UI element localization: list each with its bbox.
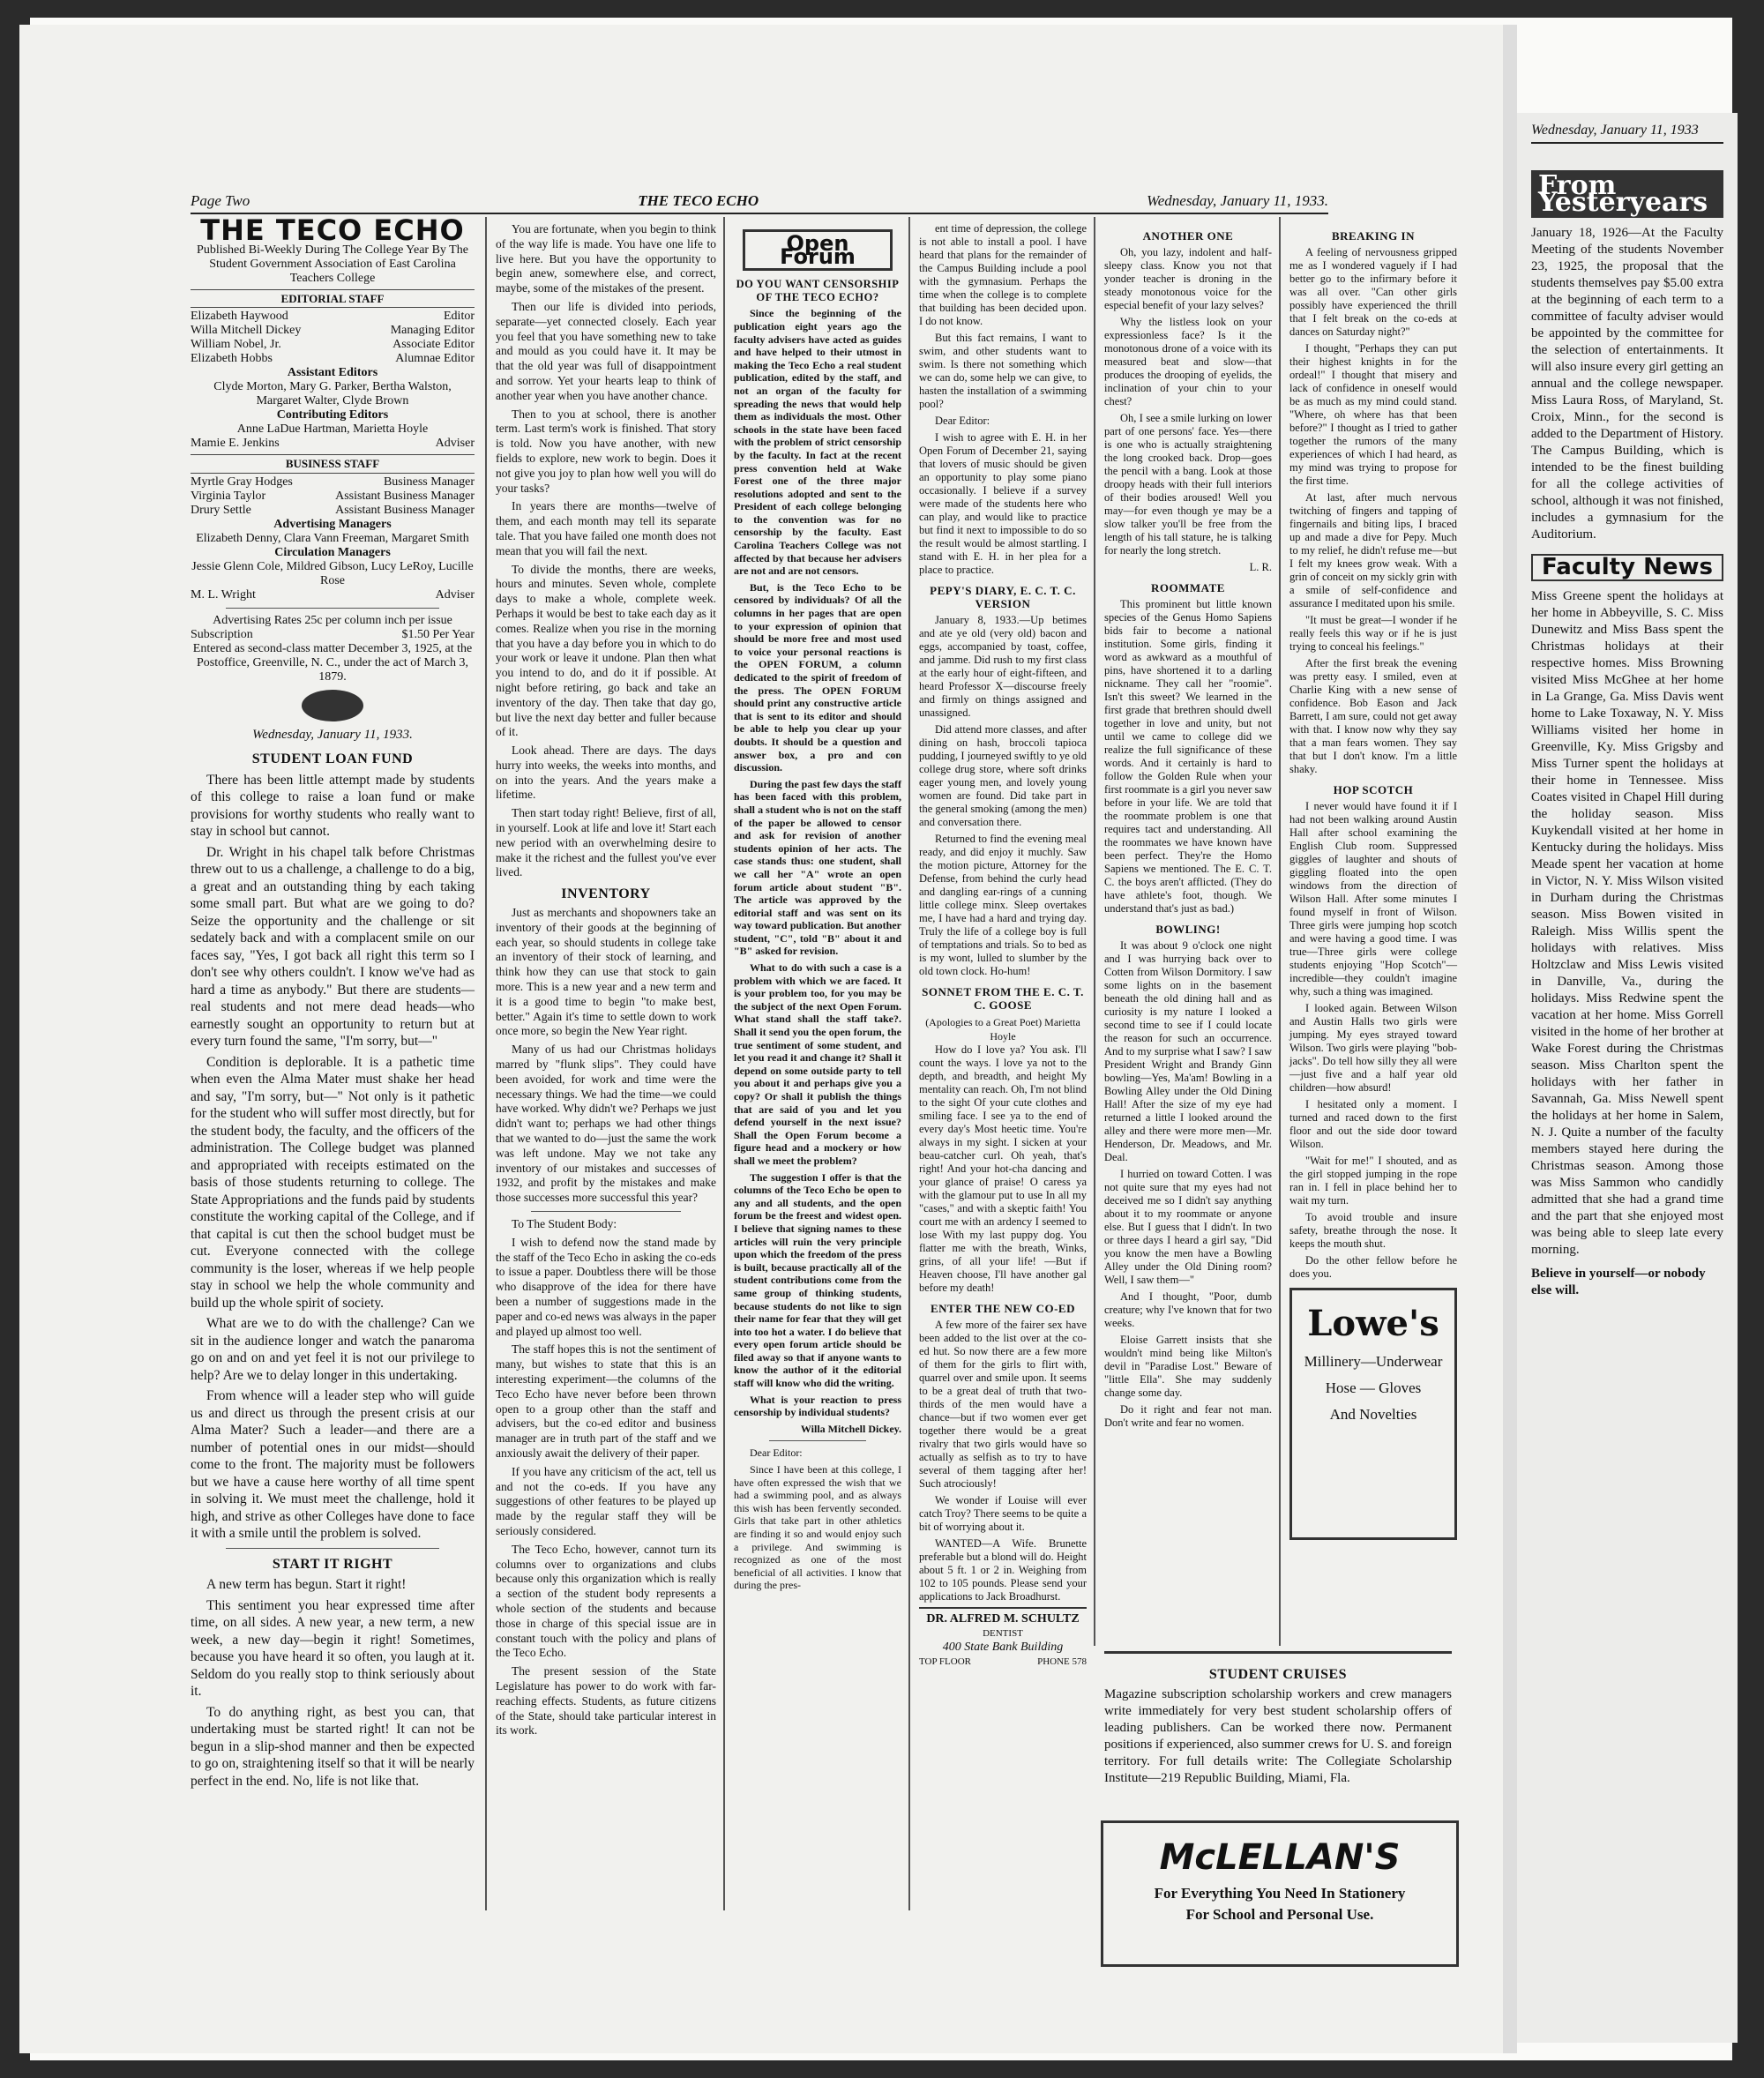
paragraph: There has been little attempt made by students of this college to raise a loan fund or make provisions for worthy students who really want to stay in school but cannot. bbox=[191, 772, 475, 839]
believe-text: Believe in yourself—or nobody else will. bbox=[1531, 1267, 1706, 1297]
salutation: Dear Editor: bbox=[750, 1446, 803, 1460]
censorship-heading: DO YOU WANT CENSORSHIP OF THE TECO ECHO? bbox=[736, 278, 900, 303]
staff-row: Drury Settle Assistant Business Manager bbox=[191, 503, 475, 517]
breaking-in-heading: BREAKING IN bbox=[1332, 229, 1415, 243]
paragraph: The staff hopes this is not the sentiment of many, but wishes to state that this is an interesting experiment—the columns of the Teco Echo have never before been thrown open to a group other than the staff and advisers, but the co-ed editor and business manager are in truth part of the staff and we anxiously await the delivery of their paper. bbox=[496, 1342, 716, 1460]
staff-row: Myrtle Gray Hodges Business Manager bbox=[191, 475, 475, 489]
column-rule bbox=[723, 217, 725, 1910]
header-date: Wednesday, January 11, 1933. bbox=[1147, 192, 1328, 209]
paragraph: We wonder if Louise will ever catch Troy? There seems to be quite a bit of worrying about it. bbox=[919, 1494, 1087, 1533]
paragraph: Do it right and fear not man. Don't write and fear no women. bbox=[1104, 1403, 1272, 1429]
paragraph: A feeling of nervousness gripped me as I wondered vaguely if I had better go to the infirmary before it was all over. "Can other girls possibly have experienced the thrill that I felt break on the co-eds at dances on Saturday night?" bbox=[1289, 246, 1457, 338]
paragraph: Then to you at school, there is another term. Last term's work is finished. That story is told. Now you have another, with new fields to explore, new work to begin. Does it not give you joy to plan how well you will do your tasks? bbox=[496, 407, 716, 495]
subscription-row: Subscription $1.50 Per Year bbox=[191, 627, 475, 641]
paragraph: This sentiment you hear expressed time after time, on all sides. A new year, a new term, a new week, a new day—begin it right! Sometimes, because you have heard it so often, you laugh at it. Seldom do you really stop to think seriously about it. bbox=[191, 1597, 475, 1699]
pepys-diary-heading: PEPY'S DIARY, E. C. T. C. VERSION bbox=[930, 584, 1076, 610]
paragraph: Just as merchants and shopowners take an inventory of their goods at the beginning of each year, so should students in college take an inventory of their stock of learning, and think how they can use that stock to gain more. This is a new year and a new term and it is a good time to begin "to make best, better." Again it's time to settle down to work once more, so begin the New Year right. bbox=[496, 906, 716, 1038]
yesteryears-heading: From Yesteryears bbox=[1531, 170, 1723, 218]
paragraph: The Teco Echo, however, cannot turn its columns over to organizations and clubs because only this organization which is really a section of the student body represents a whole section of the students and because those in charge of this special issue are in constant touch with the policy and plans of the Teco Echo. bbox=[496, 1542, 716, 1660]
paragraph: But this fact remains, I want to swim, and other students want to swim. Is there not something which we can do, some help we can give, to hasten the installation of a swimming pool? bbox=[919, 332, 1087, 410]
another-one-heading: ANOTHER ONE bbox=[1142, 229, 1234, 243]
student-cruises-ad bbox=[1104, 1651, 1452, 1787]
column-5 bbox=[1104, 222, 1272, 1433]
signature: L. R. bbox=[1249, 561, 1272, 573]
column-2 bbox=[496, 222, 716, 1742]
paragraph: ent time of depression, the college is not able to install a pool. I have heard that plans for the remainder of the Campus Building include a pool with the gymnasium. Perhaps the time when the college is to complete that building has been decided upon. I do not know. bbox=[919, 222, 1087, 327]
salutation: Dear Editor: bbox=[935, 415, 990, 427]
paragraph: At last, after much nervous twitching of fingers and tapping of fingernails and biting lips, I braced up and made a dive for Pepy. Much to my relief, he didn't refuse me—but I felt my knees grow weak. With a grin of conceit on my sickly grin with a smile of self-confidence and assurance I meditated upon his smile. bbox=[1289, 491, 1457, 609]
paragraph: Eloise Garrett insists that she wouldn't mind being like Milton's devil in "Paradise Lost." Beware of "little Ella". She may suddenly change some day. bbox=[1104, 1334, 1272, 1399]
sonnet-apology: (Apologies to a Great Poet) Marietta Hoyle bbox=[925, 1016, 1080, 1043]
paragraph: But, is the Teco Echo to be censored by individuals? Of all the columns in her pages that are open to your expression of opinion that should be more free and most used to voice your personal reactions is the OPEN FORUM, a column dedicated to the spirit of freedom of the press. The OPEN FORUM should print any constructive article that is sent to its editor and should be able to help you clear up your doubts. It should be a question and answer box, a pro and con discussion. bbox=[734, 580, 901, 774]
faculty-news-heading: Faculty News bbox=[1531, 554, 1723, 581]
paragraph: Since I have been at this college, I have often expressed the wish that we had a swimming pool, and as always this wish has been fervently seconded. Girls that take part in other athletics are finding it so and would enjoy such a privilege. And swimming is recognized as one of the most beneficial of all activities. I know that during the pres- bbox=[734, 1463, 901, 1592]
sonnet-text: How do I love ya? You ask. I'll count the ways. I love ya not to the depth, and breadth, and height My mentality can reach. Oh, I'm not blind to the sight Of your cute clothes and smiling face. I see ya to the end of every day's Most heetic time. You're always in my sight. I sicken at your beau-catcher curl. Oh yeah, that's right! And your hot-cha dancing and your glance of praise! O caress ya with the glamour put to use In all my "cases," and with a skeptic faith! You court me with an ardency I seemed to lose With my last puppy dog. You flatter me with the breath, Winks, grins, of all your life! —But if Heaven choose, I'll have another gal before my death! bbox=[919, 1043, 1087, 1294]
column-3 bbox=[734, 222, 901, 1596]
mclellans-title: McLELLAN'S bbox=[1159, 1837, 1401, 1878]
staff-row: Mamie E. Jenkins Adviser bbox=[191, 437, 475, 450]
column-rule bbox=[908, 217, 910, 1910]
column-1 bbox=[191, 213, 475, 1793]
assistant-editors: Clyde Morton, Mary G. Parker, Bertha Walston, Margaret Walter, Clyde Brown bbox=[213, 380, 452, 407]
paragraph: To divide the months, there are weeks, hours and minutes. Seven whole, complete days to make a whole, complete week. Perhaps it would be best to take each day as it comes. Realize when you rise in the morning that you have a day before you in which to do your work or leave it undone. Plan then what you intend to do, and do it if possible. At night before retiring, go back and take an inventory of the day. Then take that day go, but live the next day better and fuller because of it. bbox=[496, 562, 716, 739]
paragraph: Do the other fellow before he does you. bbox=[1289, 1254, 1457, 1280]
column-rule bbox=[1279, 217, 1281, 1646]
circulation-managers: Jessie Glenn Cole, Mildred Gibson, Lucy LeRoy, Lucille Rose bbox=[191, 559, 474, 587]
paragraph: You are fortunate, when you begin to think of the way life is made. You have one life to live here. But you have the opportunity to begin anew, somewhere else, and correct, maybe, some of the mistakes of the present. bbox=[496, 222, 716, 295]
paragraph: Did attend more classes, and after dining on hash, broccoli tapioca pudding, I journeyed swiftly to ye old college drug store, where soft drinks eager young men, and lovely young women are found. Did take part in the general smoking (among the men) and conversation there. bbox=[919, 723, 1087, 828]
paragraph: Since the beginning of the publication eight years ago the faculty advisers have acted as guides and have helped to their utmost in making the Teco Echo a real student publication, edited by the staff, and not an organ of the faculty for spreading the news that would help them as individuals the most. Other schools in the state have been faced with the problem of strict censorship by the faculty. In fact at the recent press convention held at Wake Forest one of the three major resolutions adopted and sent to the President of each college belonging to the convention was for no censorship by the faculty. East Carolina Teachers College was not affected by that because her advisers are not and are not censors. bbox=[734, 307, 901, 578]
student-cruises-text: Magazine subscription scholarship workers and crew managers write immediately for very best student scholarship offers of leading publishers. Can be worked there now. Permanent positions if experienced, also summer crews for U. S. and foreign territory. For full details write: The Collegiate Scholarship Institute—219 Republic Building, Miami, Fla. bbox=[1104, 1687, 1452, 1785]
paragraph: This prominent but little known species of the Genus Homo Sapiens bids fair to become a national institution. Some girls, finding it word as awkward as a mouthful of pins, have shortened it to a darling nickname. They call her "roomie". Isn't this sweet? We learned in the first grade that brethren should dwell together in love and unity, but not until we came to college did we realize the full significance of these words. And it certainly is hard to follow the Golden Rule when your first roommate is a girl you never saw before in your life. We are told that the roommate problem is one that requires tact and understanding. All the roommates we have known have been perfect. They're the Homo Sapiens we mentioned. The E. C. T. C. the boys aren't afflicted. (They do have athlete's foot, though. We understand that's just as bad.) bbox=[1104, 598, 1272, 915]
paragraph: A new term has begun. Start it right! bbox=[206, 1577, 407, 1592]
mclellans-ad: McLELLAN'S For Everything You Need In Stationery For School and Personal Use. bbox=[1101, 1820, 1459, 1967]
next-page-edge bbox=[1517, 113, 1738, 2043]
paragraph: Many of us had our Christmas holidays marred by "flunk slips". They could have been avoided, for work and time were the necessary things. We had the time—we could have worked. Why didn't we? Perhaps we just didn't want to; perhaps we had other things that we wanted to do—just the same the work was left undone. May we not take any inventory of our mistakes and successes of 1932, and profit by the mistakes and make those successes more successful this year? bbox=[496, 1043, 716, 1205]
page-number: Page Two bbox=[191, 192, 250, 209]
start-it-right-heading: START IT RIGHT bbox=[272, 1556, 393, 1572]
advertising-managers: Elizabeth Denny, Clara Vann Freeman, Margaret Smith bbox=[196, 531, 469, 545]
editorial-staff-heading: EDITORIAL STAFF bbox=[191, 289, 475, 309]
open-forum-title: Open Forum bbox=[743, 229, 893, 271]
paragraph: I hesitated only a moment. I turned and raced down to the first floor and out the side door toward Wilson. bbox=[1289, 1098, 1457, 1150]
paragraph: If you have any criticism of the act, tell us and not the co-eds. If you have any suggestions of other features to be played up made by the regular staff they will be seriously considered. bbox=[496, 1464, 716, 1537]
staff-row: M. L. Wright Adviser bbox=[191, 587, 475, 602]
column-rule bbox=[1094, 217, 1095, 1646]
student-loan-fund-heading: STUDENT LOAN FUND bbox=[251, 751, 414, 766]
faculty-news-text: Miss Greene spent the holidays at her home in Abbeyville, S. C. Miss Dunewitz and Miss Bass spent the Christmas holidays at their respective homes. Miss Browning visited Miss McGhee at her home in La Grange, Ga. Miss Davis went home to Lake Toxaway, N. Y. Miss Williams visited her home in Greenville, Ky. Miss Grigsby and Miss Turner spent the holidays at their home in Tennessee. Miss Coates visited in Chapel Hill during the holiday season. Miss Kuykendall visited at her home in Kentucky during the holidays. Miss Meade spent her vacation at home in Victor, N. Y. Miss Wilson visited in Durham during the Christmas season. Miss Bowen visited in Raleigh. Miss Willis spent the holidays with relatives. Miss Holtzclaw and Miss Lewis visited in Danville, Va., during the holidays. Miss Redwine spent the vacation at her home. Miss Gorrell visited in the home of her brother at Wake Forest during the Christmas season. Miss Charlton spent the holidays with her father in Savannah, Ga. Miss Newell spent the holidays at her home in Salem, N. J. Quite a number of the faculty members stayed here during the Christmas season. Among those was Miss Sammon who candidly admitted that she had a grand time and the part that she enjoyed most was being able to sleep late every morning. bbox=[1531, 589, 1723, 1257]
entered-notice: Entered as second-class matter December 3, 1925, at the Postoffice, Greenville, N. C., under the act of March 3, 1879. bbox=[192, 641, 473, 684]
yesteryears-text: January 18, 1926—At the Faculty Meeting of the students November 23, 1925, the proposal that the students themselves pay $5.00 extra at the beginning of each term to a committee of faculty adviser would be appointed by the committee for the selection of entertainments. It will also insure every girl getting an annual and the college newspaper. Miss Laura Ross, of Maryland, St. Croix, Minn., for the second is added to the Department of History. The Campus Building, which is intended to be the finest building for all the college activities of school, although it was not finished, includes a gymnasium for the Auditorium. bbox=[1531, 226, 1723, 542]
page-fold bbox=[1503, 25, 1517, 2053]
paragraph: I looked again. Between Wilson and Austin Halls two girls were jumping. My eyes strayed toward Wilson. Two girls were playing "bob-jacks". Do tell how silly they all were—just five and a half year old children—how absurd! bbox=[1289, 1002, 1457, 1094]
bowling-heading: BOWLING! bbox=[1155, 923, 1221, 936]
next-page-header: Wednesday, January 11, 1933 bbox=[1531, 122, 1723, 144]
paragraph: In years there are months—twelve of them, and each month may tell its separate tale. That you have failed one month does not mean that you will fail the next. bbox=[496, 499, 716, 557]
staff-row: William Nobel, Jr. Associate Editor bbox=[191, 338, 475, 351]
paragraph: Look ahead. There are days. The days hurry into weeks, the weeks into months, and on into the years. And the years make a lifetime. bbox=[496, 744, 716, 802]
paragraph: Oh, you lazy, indolent and half-sleepy class. Know you not that yonder teacher is droning in the steady monotonous voice for the especial benefit of your lazy selves? bbox=[1104, 246, 1272, 311]
paragraph: January 8, 1933.—Up betimes and ate ye old (very old) bacon and eggs, accompanied by toast, coffee, and jamme. Did rush to my first class at the early hour of eight-fifteen, and heard Professor X—discourse freely and firmly on things assigned and unassigned. bbox=[919, 614, 1087, 719]
paragraph: The present session of the State Legislature has power to do work with far-reaching effects. Students, as future citizens of the State, should take particular interest in its work. bbox=[496, 1664, 716, 1738]
masthead-date: Wednesday, January 11, 1933. bbox=[252, 727, 413, 742]
paragraph: Condition is deplorable. It is a pathetic time when even the Alma Mater must shake her head and say, "I'm sorry, but—" Not only is it pathetic for the student who will suffer most directly, but for the student body, the faculty, and the officers of the administration. The College budget was planned and appropriated with receipts estimated on the basis of those students returning to college. The State Appropriations and the funds paid by students constitute the working capital of the College, and if that capital is cut then the school budget must be cut. Everyone connected with the college community is the loser, whereas if we help people stay in school we help the whole community and build up the whole spirit of society. bbox=[191, 1054, 475, 1311]
paragraph: To avoid trouble and insure safety, breathe through the nose. It keeps the mouth shut. bbox=[1289, 1211, 1457, 1250]
paragraph: Oh, I see a smile lurking on lower part of one persons' face. Yes—there is one who is actually straightening the long crooked back. Drop—goes the pencil with a bang. Look at those droopy heads with their full interiors of their bodies aroused! Well you may—for even though ye may be a slow talker you'll be free from the length of his tall stature, he is talking for nearly the long stretch. bbox=[1104, 412, 1272, 557]
lowes-ad: Lowe's Millinery—Underwear Hose — Gloves And Novelties bbox=[1289, 1288, 1457, 1540]
paragraph: I wish to defend now the stand made by the staff of the Teco Echo in asking the co-eds to issue a paper. Doubtless there will be those who disapprove of the idea for there have been a number of suggestions made in the paper and co-ed news was always in the paper and played up almost too well. bbox=[496, 1235, 716, 1338]
hop-scotch-heading: HOP SCOTCH bbox=[1333, 783, 1414, 796]
paragraph: I hurried on toward Cotten. I was not quite sure that my eyes had not deceived me so I didn't say anything about it to my roommate or anyone else. But I guess that I didn't. In two or three days I heard a girl say, "Did you know the men have a Bowling Alley under the Old Dining room? Well, I saw them—" bbox=[1104, 1168, 1272, 1286]
paragraph: During the past few days the staff has been faced with this problem, shall a student who is not on the staff of the paper be allowed to censor and ask for revision of another students opinion of her acts. The case stands thus: one student, shall we call her "A" wrote an open forum article about student "B". The article was approved by the editorial staff and was sent on its way toward publication. But another student, "C", told "B" about it and "B" asked for revision. bbox=[734, 777, 901, 958]
paragraph: What is your reaction to press censorship by individual students? bbox=[734, 1393, 901, 1419]
college-seal-icon bbox=[302, 690, 363, 721]
paragraph: I wish to agree with E. H. in her Open Forum of December 21, saying that lovers of music should be given an opportunity to play some piano occasionally. I believe if a survey were made of the students here who can play, and would like to practice but find it next to impossible to do so the result would be almost startling. I stand with E. H. in her plea for a place to practice. bbox=[919, 431, 1087, 576]
paragraph: I never would have found it if I had not been walking around Austin Hall after school examining the English Club room. Suppressed giggles of laughter and shouts of giggling floated into the open windows from the direction of Wilson Hall. After some minutes I found myself in front of Wilson. Three girls were jumping hop scotch and were having a good time. I was true—Three girls were college students enjoying "Hop Scotch"—incredible—they couldn't imagine why, such a thing was imagined. bbox=[1289, 800, 1457, 998]
paragraph: Why the listless look on your expressionless face? Is it the monotonous drone of a voice with its measured beat and slow—that produces the drooping of eyelids, the inclination of your chin to your chest? bbox=[1104, 316, 1272, 407]
staff-row: Elizabeth Hobbs Alumnae Editor bbox=[191, 352, 475, 365]
paragraph: "It must be great—I wonder if he really feels this way or if he is just trying to conceal his feelings." bbox=[1289, 614, 1457, 653]
paragraph: After the first break the evening was pretty easy. I smiled, even at Charlie King with a new sense of confidence. Bob Eason and Jack Barrett, I am sure, could not get away with that. I know now why they say that a man fears women. They say that but I don't know. I'm a little shaky. bbox=[1289, 657, 1457, 775]
column-4 bbox=[919, 222, 1087, 1669]
paper-name: THE TECO ECHO bbox=[638, 192, 759, 209]
paragraph: Returned to find the evening meal ready, and did enjoy it muchly. Saw the motion picture, Attorney for the Defense, from behind the curly head and dangling ear-rings of a cunning little college minx. Sleep overtakes me, I have had a hard and trying day. Truly the life of a college boy is full of temptations and trials. So to bed as is my wont, lulled to slumber by the old town clock. Ho-hum! bbox=[919, 833, 1087, 977]
paragraph: Then start today right! Believe, first of all, in yourself. Look at life and love it! Start each new period with an overwhelming desire to make it the richest and the fullest you've ever lived. bbox=[496, 806, 716, 879]
advertising-managers-heading: Advertising Managers bbox=[273, 517, 392, 531]
inventory-heading: INVENTORY bbox=[561, 886, 651, 902]
staff-row: Elizabeth Haywood Editor bbox=[191, 310, 475, 323]
paragraph: And I thought, "Poor, dumb creature; why I've known that for two weeks. bbox=[1104, 1290, 1272, 1329]
column-6 bbox=[1289, 222, 1457, 1284]
circulation-managers-heading: Circulation Managers bbox=[274, 545, 391, 559]
roommate-heading: ROOMMATE bbox=[1151, 581, 1225, 594]
paragraph: To do anything right, as best you can, that undertaking must be started right! It can not be begun in a slip-shod manner and then be expected to go on, straightening itself so that it will be nearly perfect in the end. No, life is not like that. bbox=[191, 1704, 475, 1789]
staff-row: Willa Mitchell Dickey Managing Editor bbox=[191, 324, 475, 337]
paragraph: The suggestion I offer is that the columns of the Teco Echo be open to any and all students, and the open forum be the freest and widest open. I believe that signing names to these articles will ruin the very principle upon which the freedom of the press is built, because practically all of the student contributions come from the same group of thinking students, because students do not like to sign their name for fear that they will get into too hot a water. I do believe that every open forum article should be filed away so that if anyone wants to know the author of it the editorial staff will know who did the writing. bbox=[734, 1170, 901, 1390]
business-staff-heading: BUSINESS STAFF bbox=[191, 454, 475, 474]
assistant-editors-heading: Assistant Editors bbox=[287, 366, 378, 379]
paragraph: Then our life is divided into periods, separate—yet connected closely. Each year you feel that you have something new to take and mould as you could have it. It may be that the old year was full of disappointment and sorrow. Yet your hearts leap to think of another year when you have another chance. bbox=[496, 299, 716, 402]
paragraph: "Wait for me!" I shouted, and as the girl stopped jumping in the rope ran in. I fell in place behind her to wait my turn. bbox=[1289, 1155, 1457, 1207]
dentist-ad: DR. ALFRED M. SCHULTZ DENTIST 400 State Bank Building TOP FLOOR PHONE 578 bbox=[919, 1607, 1087, 1669]
contributing-editors-heading: Contributing Editors bbox=[276, 408, 389, 422]
new-coed-heading: ENTER THE NEW CO-ED bbox=[931, 1302, 1075, 1315]
sonnet-heading: SONNET FROM THE E. C. T. C. GOOSE bbox=[922, 985, 1084, 1012]
page-header bbox=[191, 192, 1328, 214]
paragraph: I thought, "Perhaps they can put their highest knights in for the ordeal!" I thought that misery and lack of confidence in oneself would be as much as my mind could stand. "Where, oh where has that been before?" I thought as I tried to gather together the rumors of the many experiences of which I had heard, as my mind was trying to propose for the first time. bbox=[1289, 342, 1457, 487]
masthead-subtitle: Published Bi-Weekly During The College Year By The Student Government Association of East Carolina Teachers College bbox=[197, 243, 468, 285]
paragraph: A few more of the fairer sex have been added to the list over at the co-ed hut. So now there are a few more of them for the girls to flirt with, quarrel over and smile upon. It seems to be a great deal of truth that two-thirds of the men would have a chance—but if two women ever get together there would be a great rivalry that two girls would have so actually as selfish as to try to have several of them tagging after her! Such atrociously! bbox=[919, 1319, 1087, 1490]
column-rule bbox=[485, 217, 487, 1910]
paragraph: What to do with such a case is a problem with which we are faced. It is your problem too, for you may be the subject of the next Open Forum. What stand shall the staff take?. Shall it send you the open forum, the true sentiment of some student, and let you read it and change it? Shall it depend on some outside party to tell you about it and perhaps give you a copy? Or shall it publish the things that are said of you and let you defend yourself in the next issue? Shall the Open Forum become a figure head and a mockery or how shall we meet the problem? bbox=[734, 961, 901, 1167]
advertising-rates: Advertising Rates 25c per column inch per issue bbox=[213, 613, 452, 627]
wanted-ad: WANTED—A Wife. Brunette preferable but a blond will do. Height about 5 ft. 1 or 2 in. Weighing from 102 to 105 pounds. Please send your applications to Jack Broadhurst. bbox=[919, 1537, 1087, 1603]
salutation: To The Student Body: bbox=[512, 1217, 617, 1230]
contributing-editors: Anne LaDue Hartman, Marietta Hoyle bbox=[236, 422, 429, 436]
masthead-title: THE TECO ECHO bbox=[200, 213, 465, 247]
paragraph: Dr. Wright in his chapel talk before Christmas threw out to us a challenge, a challenge to do a big, a great and an outstanding thing by each taking some small part. But what are we going to do? Seize the opportunity and the challenge or sit sedately back and with a complacent smile on our faces say, "Yes, I got back all right this term so I don't see why others couldn't. I know we've had as hard a time as anybody." But there are students—real students and not mere dead heads—who earnestly sought an opportunity to return but at every turn found the same, "I'm sorry, but—" bbox=[191, 844, 475, 1049]
paragraph: It was about 9 o'clock one night and I was hurrying back over to Cotten from Wilson Dormitory. I saw some lights on in the basement beneath the old dining hall and as curiosity is my nature I looked a second time to see if I could locate the reason for such an occurrence. And to my surprise what I saw? I saw President Wright and Brandy Ginn bowling—Yes, Ma'am! Bowling in a Bowling Alley under the Old Dining Hall! After the size of my eye had returned a little I looked around the alley and there were more men—Mr. Henderson, Dr. Meadows, and Mr. Deal. bbox=[1104, 939, 1272, 1163]
student-cruises-heading: STUDENT CRUISES bbox=[1208, 1667, 1348, 1682]
staff-row: Virginia Taylor Assistant Business Manager bbox=[191, 489, 475, 503]
signature: Willa Mitchell Dickey. bbox=[800, 1422, 901, 1435]
paragraph: From whence will a leader step who will guide us and direct us through the present crisis at our Alma Mater? Such a leader—and there are a number of potential ones in our midst—should come to the front. The majority must be followers but we have a cause here worthy of all time spent in solving it. We must meet the challenge, hold it high, and strive as other Colleges have done to face it with a smile until the problem is solved. bbox=[191, 1388, 475, 1541]
lowes-title: Lowe's bbox=[1307, 1303, 1439, 1344]
paragraph: What are we to do with the challenge? Can we sit in the audience longer and watch the panaroma go on and on and yet feel it is not our privilege to help? Are we to delay longer in this undertaking. bbox=[191, 1316, 475, 1383]
